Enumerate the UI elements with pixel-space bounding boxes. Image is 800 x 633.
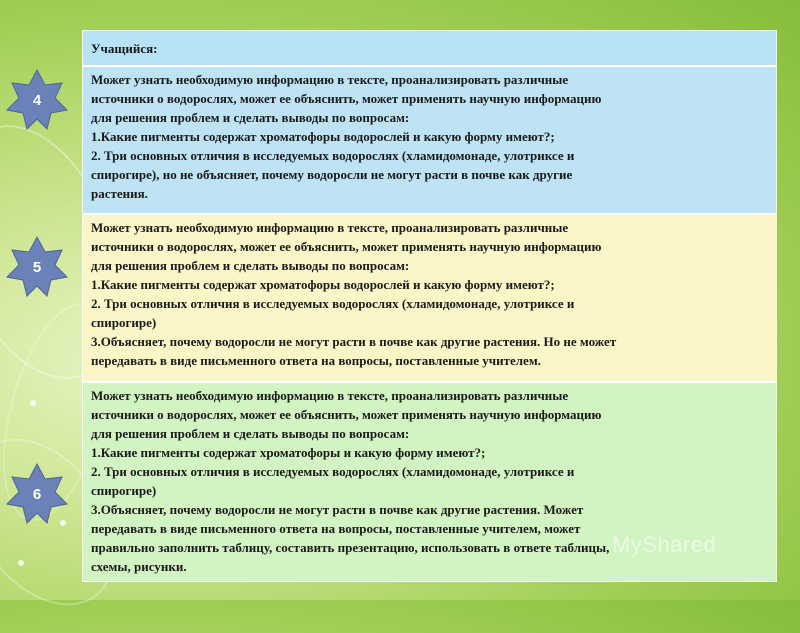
row-line: передавать в виде письменного ответа на вопросы, поставленные учителем, может bbox=[91, 521, 581, 536]
row-line: для решения проблем и сделать выводы по вопросам: bbox=[91, 110, 410, 125]
row-line: Может узнать необходимую информацию в тексте, проанализировать различные bbox=[91, 388, 569, 403]
table-header bbox=[83, 31, 776, 67]
background-sparkle bbox=[18, 560, 24, 566]
row-line: для решения проблем и сделать выводы по вопросам: bbox=[91, 258, 410, 273]
assessment-table bbox=[82, 30, 777, 582]
row-line: 1.Какие пигменты содержат хроматофоры и какую форму имеют?; bbox=[91, 445, 486, 460]
row-line: Может узнать необходимую информацию в тексте, проанализировать различные bbox=[91, 220, 569, 235]
row-line: передавать в виде письменного ответа на вопросы, поставленные учителем. bbox=[91, 353, 541, 368]
row-line: спирогире), но не объясняет, почему водоросли не могут расти в почве как другие bbox=[91, 167, 573, 182]
level-4-row bbox=[83, 67, 776, 215]
level-6-badge bbox=[5, 462, 69, 526]
row-line: спирогире) bbox=[91, 483, 157, 498]
badge-label: 4 bbox=[32, 91, 42, 109]
badge-label: 6 bbox=[32, 485, 42, 503]
badge-label: 5 bbox=[32, 258, 42, 276]
row-line: 3.Объясняет, почему водоросли не могут расти в почве как другие растения. Но не может bbox=[91, 334, 617, 349]
header-title: Учащийся: bbox=[91, 41, 158, 56]
row-line: 1.Какие пигменты содержат хроматофоры водорослей и какую форму имеют?; bbox=[91, 277, 555, 292]
row-line: схемы, рисунки. bbox=[91, 559, 187, 574]
row-line: правильно заполнить таблицу, составить презентацию, использовать в ответе таблицы, bbox=[91, 540, 610, 555]
level-5-badge bbox=[5, 235, 69, 299]
row-line: 3.Объясняет, почему водоросли не могут расти в почве как другие растения. Может bbox=[91, 502, 584, 517]
row-line: источники о водорослях, может ее объяснить, может применять научную информацию bbox=[91, 407, 602, 422]
row-line: для решения проблем и сделать выводы по вопросам: bbox=[91, 426, 410, 441]
row-line: спирогире) bbox=[91, 315, 157, 330]
row-line: 2. Три основных отличия в исследуемых водорослях (хламидомонаде, улотриксе и bbox=[91, 296, 575, 311]
watermark: MyShared bbox=[612, 532, 717, 557]
row-line: источники о водорослях, может ее объяснить, может применять научную информацию bbox=[91, 91, 602, 106]
row-line: 2. Три основных отличия в исследуемых водорослях (хламидомонаде, улотриксе и bbox=[91, 148, 575, 163]
row-line: источники о водорослях, может ее объяснить, может применять научную информацию bbox=[91, 239, 602, 254]
row-line: растения. bbox=[91, 186, 148, 201]
background-sparkle bbox=[30, 400, 36, 406]
level-5-row bbox=[83, 215, 776, 383]
level-4-badge bbox=[5, 68, 69, 132]
row-line: 2. Три основных отличия в исследуемых водорослях (хламидомонаде, улотриксе и bbox=[91, 464, 575, 479]
row-line: Может узнать необходимую информацию в тексте, проанализировать различные bbox=[91, 72, 569, 87]
row-line: 1.Какие пигменты содержат хроматофоры водорослей и какую форму имеют?; bbox=[91, 129, 555, 144]
